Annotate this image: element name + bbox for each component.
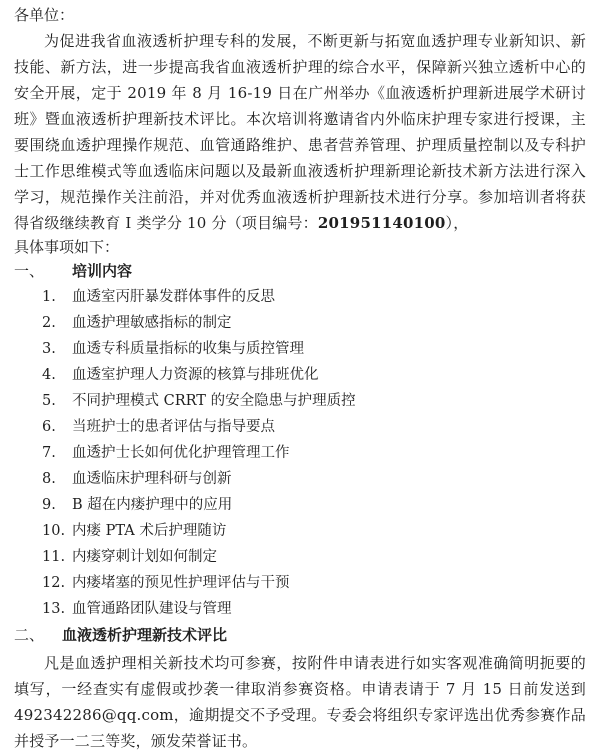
list-item-text: B 超在内瘘护理中的应用 bbox=[72, 497, 233, 513]
list-item-number: 8. bbox=[42, 471, 56, 487]
list-item bbox=[14, 310, 586, 336]
list-item bbox=[14, 414, 586, 440]
list-item bbox=[14, 336, 586, 362]
training-content-list bbox=[14, 284, 586, 622]
list-item-number: 5. bbox=[42, 393, 56, 409]
list-item-number: 4. bbox=[42, 367, 56, 383]
list-item-number: 11. bbox=[42, 549, 66, 565]
list-item-text: 不同护理模式 CRRT 的安全隐患与护理质控 bbox=[72, 393, 356, 409]
list-item-text: 内瘘穿刺计划如何制定 bbox=[72, 549, 217, 565]
list-item-text: 血透室丙肝暴发群体事件的反思 bbox=[72, 289, 275, 305]
list-item-number: 1. bbox=[42, 289, 56, 305]
list-item-text: 内瘘堵塞的预见性护理评估与干预 bbox=[72, 575, 290, 591]
list-item bbox=[14, 440, 586, 466]
section-title: 血液透析护理新技术评比 bbox=[62, 626, 228, 644]
intro-paragraph bbox=[14, 28, 586, 236]
list-item-number: 12. bbox=[42, 575, 66, 591]
list-item-text: 血透护士长如何优化护理管理工作 bbox=[72, 445, 290, 461]
list-item-number: 9. bbox=[42, 497, 56, 513]
section-heading-training bbox=[14, 258, 586, 284]
list-item-number: 2. bbox=[42, 315, 56, 331]
list-item bbox=[14, 596, 586, 622]
list-item-text: 血管通路团队建设与管理 bbox=[72, 601, 232, 617]
list-item-text: 当班护士的患者评估与指导要点 bbox=[72, 419, 275, 435]
list-item bbox=[14, 570, 586, 596]
list-item-number: 10. bbox=[42, 523, 66, 539]
list-item-text: 内瘘 PTA 术后护理随访 bbox=[72, 523, 227, 539]
greeting: 各单位： bbox=[14, 6, 75, 24]
section-number: 一、 bbox=[14, 262, 45, 280]
list-item bbox=[14, 544, 586, 570]
section-title: 培训内容 bbox=[72, 262, 133, 280]
list-item bbox=[14, 466, 586, 492]
list-item-number: 13. bbox=[42, 601, 66, 617]
list-item-number: 7. bbox=[42, 445, 56, 461]
list-item-number: 3. bbox=[42, 341, 56, 357]
section-heading-evaluation bbox=[14, 622, 586, 648]
section-number: 二、 bbox=[14, 626, 45, 644]
intro-text-end: ）， bbox=[445, 214, 469, 232]
intro-text: 为促进我省血液透析护理专科的发展，不断更新与拓宽血透护理专业新知识、新技能、新方法，进一步提高我省血液透析护理的综合水平，保障新兴独立透析中心的安全开展，定于 2019 年 8 月 16-19 日在广州举办《血液透析护理新进展学术研讨班》暨血液透析护理新技术评比。本次培训将邀请省内外临床护理专家进行授课，主要围绕血透护理操作规范、血管通路维护、患者营养管理、护理质量控制以及专科护士工作思维模式等血透临床问题以及最新血液透析护理新理论新技术新方法进行深入学习，规范操作关注前沿，并对优秀血液透析护理新技术进行分享。参加培训者将获得省级继续教育 I 类学分 10 分（项目编号： bbox=[14, 32, 586, 232]
list-item-text: 血透专科质量指标的收集与质控管理 bbox=[72, 341, 304, 357]
list-item bbox=[14, 284, 586, 310]
list-item-number: 6. bbox=[42, 419, 56, 435]
list-item-text: 血透临床护理科研与创新 bbox=[72, 471, 232, 487]
project-code: 201951140100 bbox=[317, 214, 446, 232]
list-item-text: 血透室护理人力资源的核算与排班优化 bbox=[72, 367, 319, 383]
details-intro: 具体事项如下： bbox=[14, 238, 120, 256]
list-item-text: 血透护理敏感指标的制定 bbox=[72, 315, 232, 331]
list-item bbox=[14, 388, 586, 414]
evaluation-paragraph: 凡是血透护理相关新技术均可参赛，按附件申请表进行如实客观准确简明扼要的填写，一经查实有虚假或抄袭一律取消参赛资格。申请表请于 7 月 15 日前发送到 492342286@qq.com，逾期提交不予受理。专委会将组织专家评选出优秀参赛作品并授予一二三等奖，颁发荣誉证书。 bbox=[14, 654, 586, 750]
list-item bbox=[14, 362, 586, 388]
list-item bbox=[14, 518, 586, 544]
list-item bbox=[14, 492, 586, 518]
